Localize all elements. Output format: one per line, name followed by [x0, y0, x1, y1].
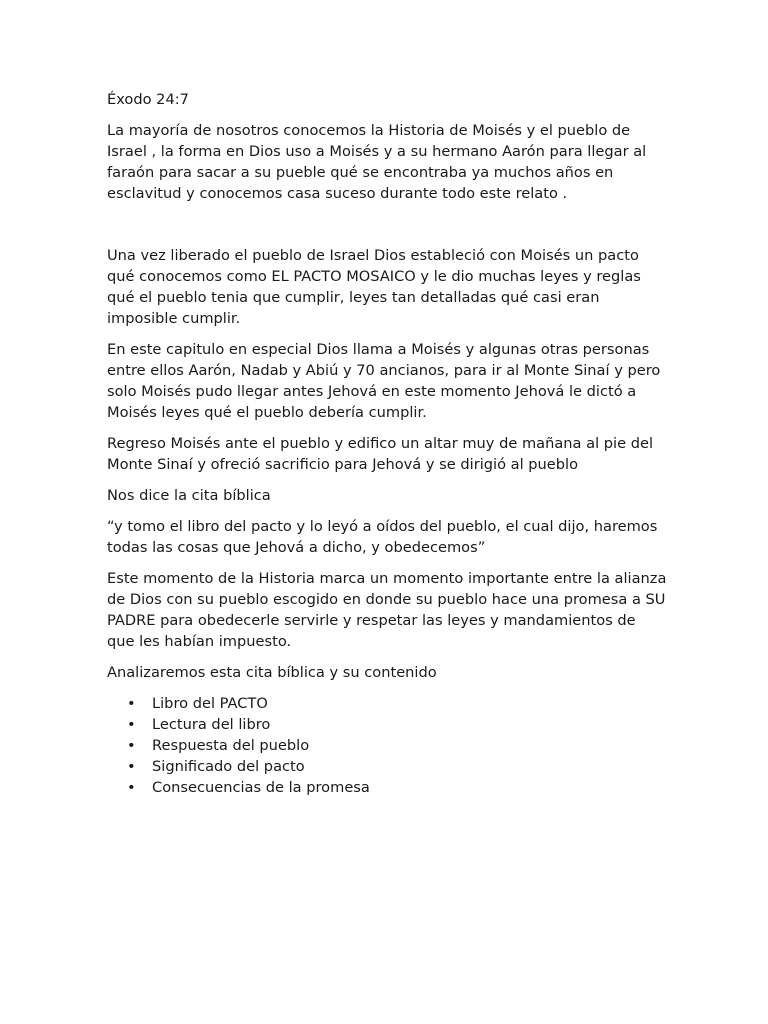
- document-heading: Éxodo 24:7: [107, 91, 189, 108]
- bullet-icon: •: [127, 758, 136, 775]
- paragraph-monte-sinai: En este capitulo en especial Dios llama a Moisés y algunas otras personas entre ellos Aarón, Nadab y Abiú y 70 ancianos, para ir al Monte Sinaí y pero solo Moisés pudo llegar antes Jehová en este momento Jehová le dictó a Moisés leyes qué el pueblo debería cumplir.: [107, 341, 661, 421]
- list-item-text: Libro del PACTO: [152, 695, 268, 712]
- paragraph-analisis: Analizaremos esta cita bíblica y su contenido: [107, 664, 437, 681]
- list-item-text: Lectura del libro: [152, 716, 271, 733]
- paragraph-intro: La mayoría de nosotros conocemos la Historia de Moisés y el pueblo de Israel , la forma en Dios uso a Moisés y a su hermano Aarón para llegar al faraón para sacar a su pueble qué se encontraba ya muchos años en esclavitud y conocemos casa suceso durante todo este relato .: [107, 122, 647, 202]
- topic-list: [107, 693, 667, 798]
- bullet-icon: •: [127, 737, 136, 754]
- list-item: [107, 693, 667, 714]
- list-item-text: Respuesta del pueblo: [152, 737, 310, 754]
- bullet-icon: •: [127, 779, 136, 796]
- bullet-icon: •: [127, 716, 136, 733]
- document-page: [107, 89, 667, 798]
- paragraph-pacto-mosaico: Una vez liberado el pueblo de Israel Dios estableció con Moisés un pacto qué conocemos como EL PACTO MOSAICO y le dio muchas leyes y reglas qué el pueblo tenia que cumplir, leyes tan detalladas qué casi eran imposible cumplir.: [107, 247, 641, 327]
- list-item: [107, 777, 667, 798]
- list-item-text: Significado del pacto: [152, 758, 305, 775]
- bullet-icon: •: [127, 695, 136, 712]
- paragraph-altar: Regreso Moisés ante el pueblo y edifico un altar muy de mañana al pie del Monte Sinaí y ofreció sacrificio para Jehová y se dirigió al pueblo: [107, 435, 654, 473]
- paragraph-cita-intro: Nos dice la cita bíblica: [107, 487, 271, 504]
- list-item: [107, 714, 667, 735]
- blank-line: [107, 214, 667, 245]
- list-item: [107, 735, 667, 756]
- paragraph-quote: “y tomo el libro del pacto y lo leyó a oídos del pueblo, el cual dijo, haremos todas las cosas que Jehová a dicho, y obedecemos”: [107, 518, 658, 556]
- paragraph-alianza: Este momento de la Historia marca un momento importante entre la alianza de Dios con su pueblo escogido en donde su pueblo hace una promesa a SU PADRE para obedecerle servirle y respetar las leyes y mandamientos de que les habían impuesto.: [107, 570, 667, 650]
- list-item: [107, 756, 667, 777]
- list-item-text: Consecuencias de la promesa: [152, 779, 370, 796]
